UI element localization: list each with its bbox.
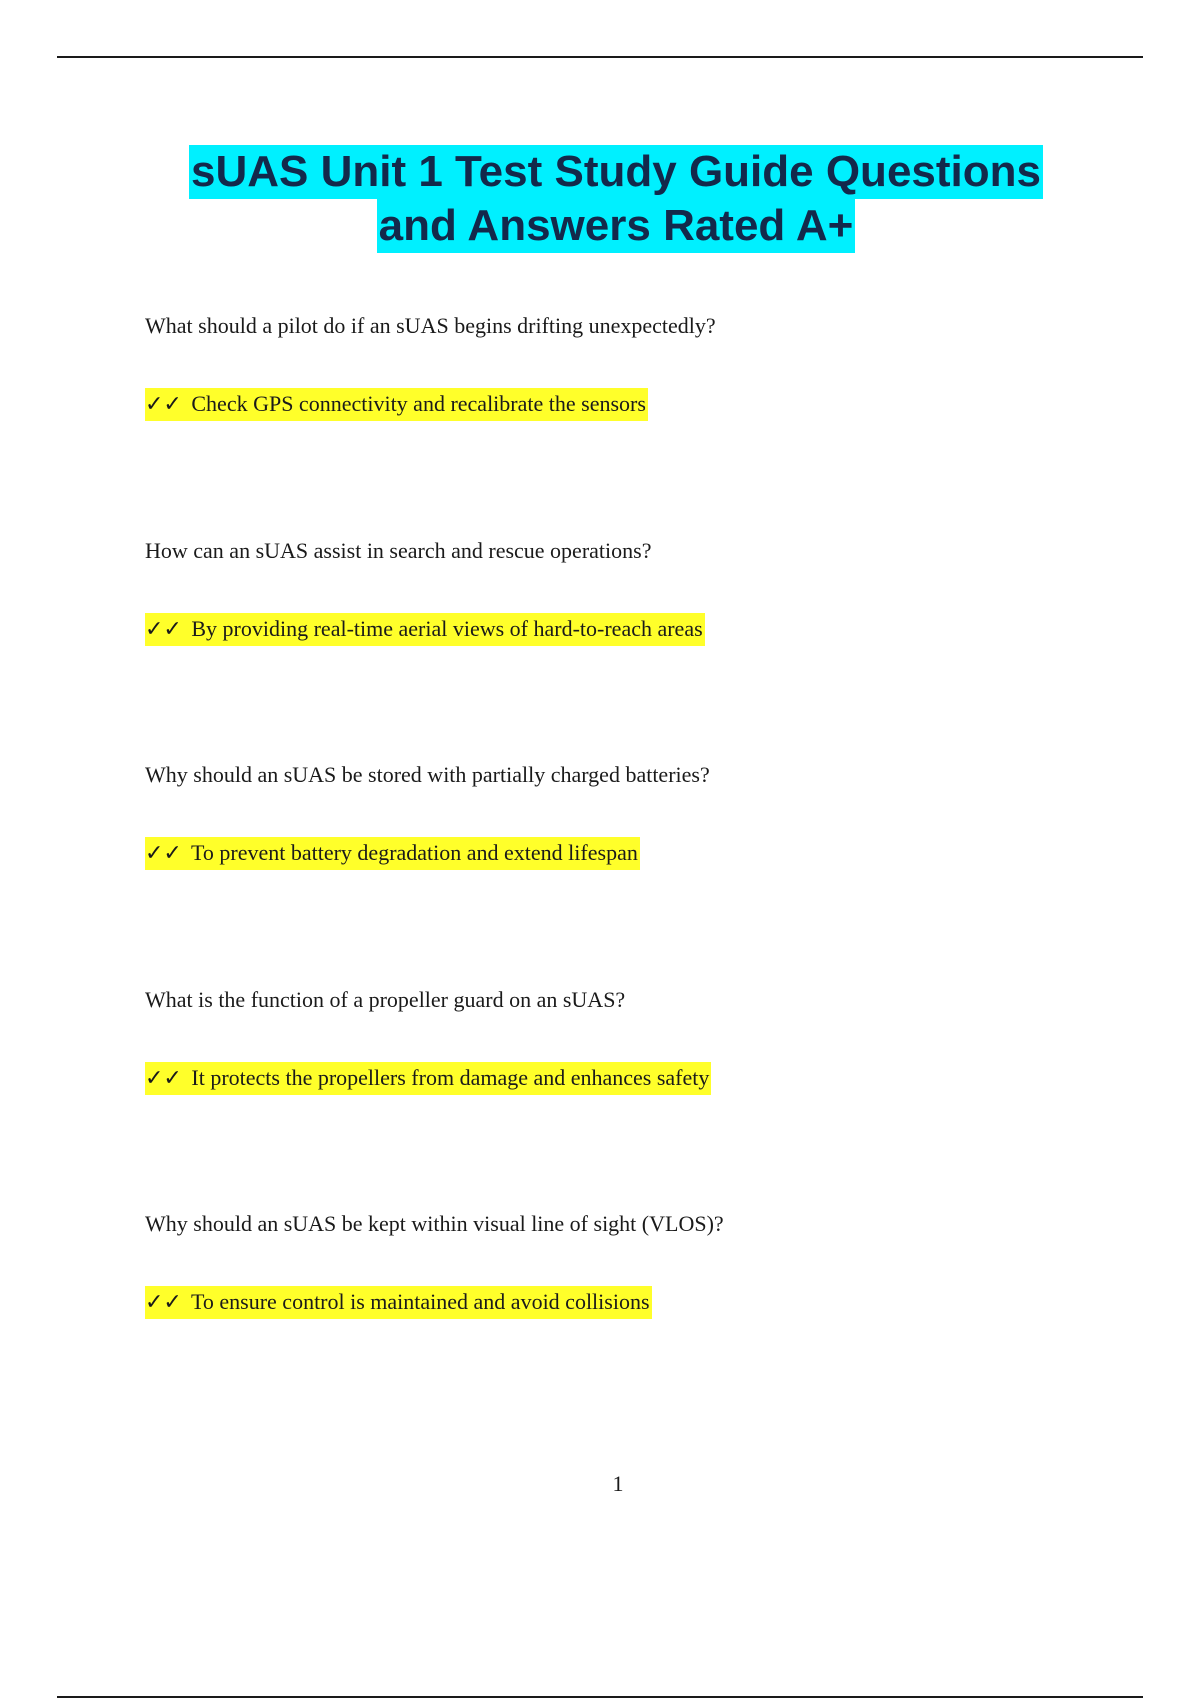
footer-rule xyxy=(57,1696,1143,1698)
qa-item-4 xyxy=(145,986,1145,1091)
page-number: 1 xyxy=(612,1471,624,1496)
answer-text xyxy=(145,613,705,646)
question-text: How can an sUAS assist in search and rescue operations? xyxy=(145,538,652,563)
page-title xyxy=(57,145,1175,253)
qa-item-5 xyxy=(145,1210,1145,1315)
answer-label: By providing real-time aerial views of hard-to-reach areas xyxy=(191,616,703,641)
title-line-2: and Answers Rated A+ xyxy=(377,199,856,253)
header-rule xyxy=(57,56,1143,58)
answer-label: It protects the propellers from damage and enhances safety xyxy=(191,1065,710,1090)
qa-item-2 xyxy=(145,537,1145,642)
answer-text xyxy=(145,837,640,870)
question-text: Why should an sUAS be kept within visual line of sight (VLOS)? xyxy=(145,1211,724,1236)
title-line-1: sUAS Unit 1 Test Study Guide Questions xyxy=(189,145,1043,199)
question-text: Why should an sUAS be stored with partially charged batteries? xyxy=(145,762,710,787)
double-check-icon: ✓✓ xyxy=(145,1066,182,1091)
qa-item-3 xyxy=(145,761,1145,866)
answer-label: To prevent battery degradation and extend lifespan xyxy=(190,840,638,865)
double-check-icon: ✓✓ xyxy=(145,617,182,642)
answer-label: Check GPS connectivity and recalibrate the sensors xyxy=(191,391,646,416)
answer-text xyxy=(145,388,648,421)
answer-text xyxy=(145,1062,711,1095)
answer-text xyxy=(145,1286,652,1319)
double-check-icon: ✓✓ xyxy=(145,1290,182,1315)
question-text: What should a pilot do if an sUAS begins drifting unexpectedly? xyxy=(145,313,716,338)
double-check-icon: ✓✓ xyxy=(145,841,182,866)
answer-label: To ensure control is maintained and avoid collisions xyxy=(190,1289,650,1314)
qa-item-1 xyxy=(145,312,1145,417)
double-check-icon: ✓✓ xyxy=(145,392,182,417)
question-text: What is the function of a propeller guard on an sUAS? xyxy=(145,987,626,1012)
